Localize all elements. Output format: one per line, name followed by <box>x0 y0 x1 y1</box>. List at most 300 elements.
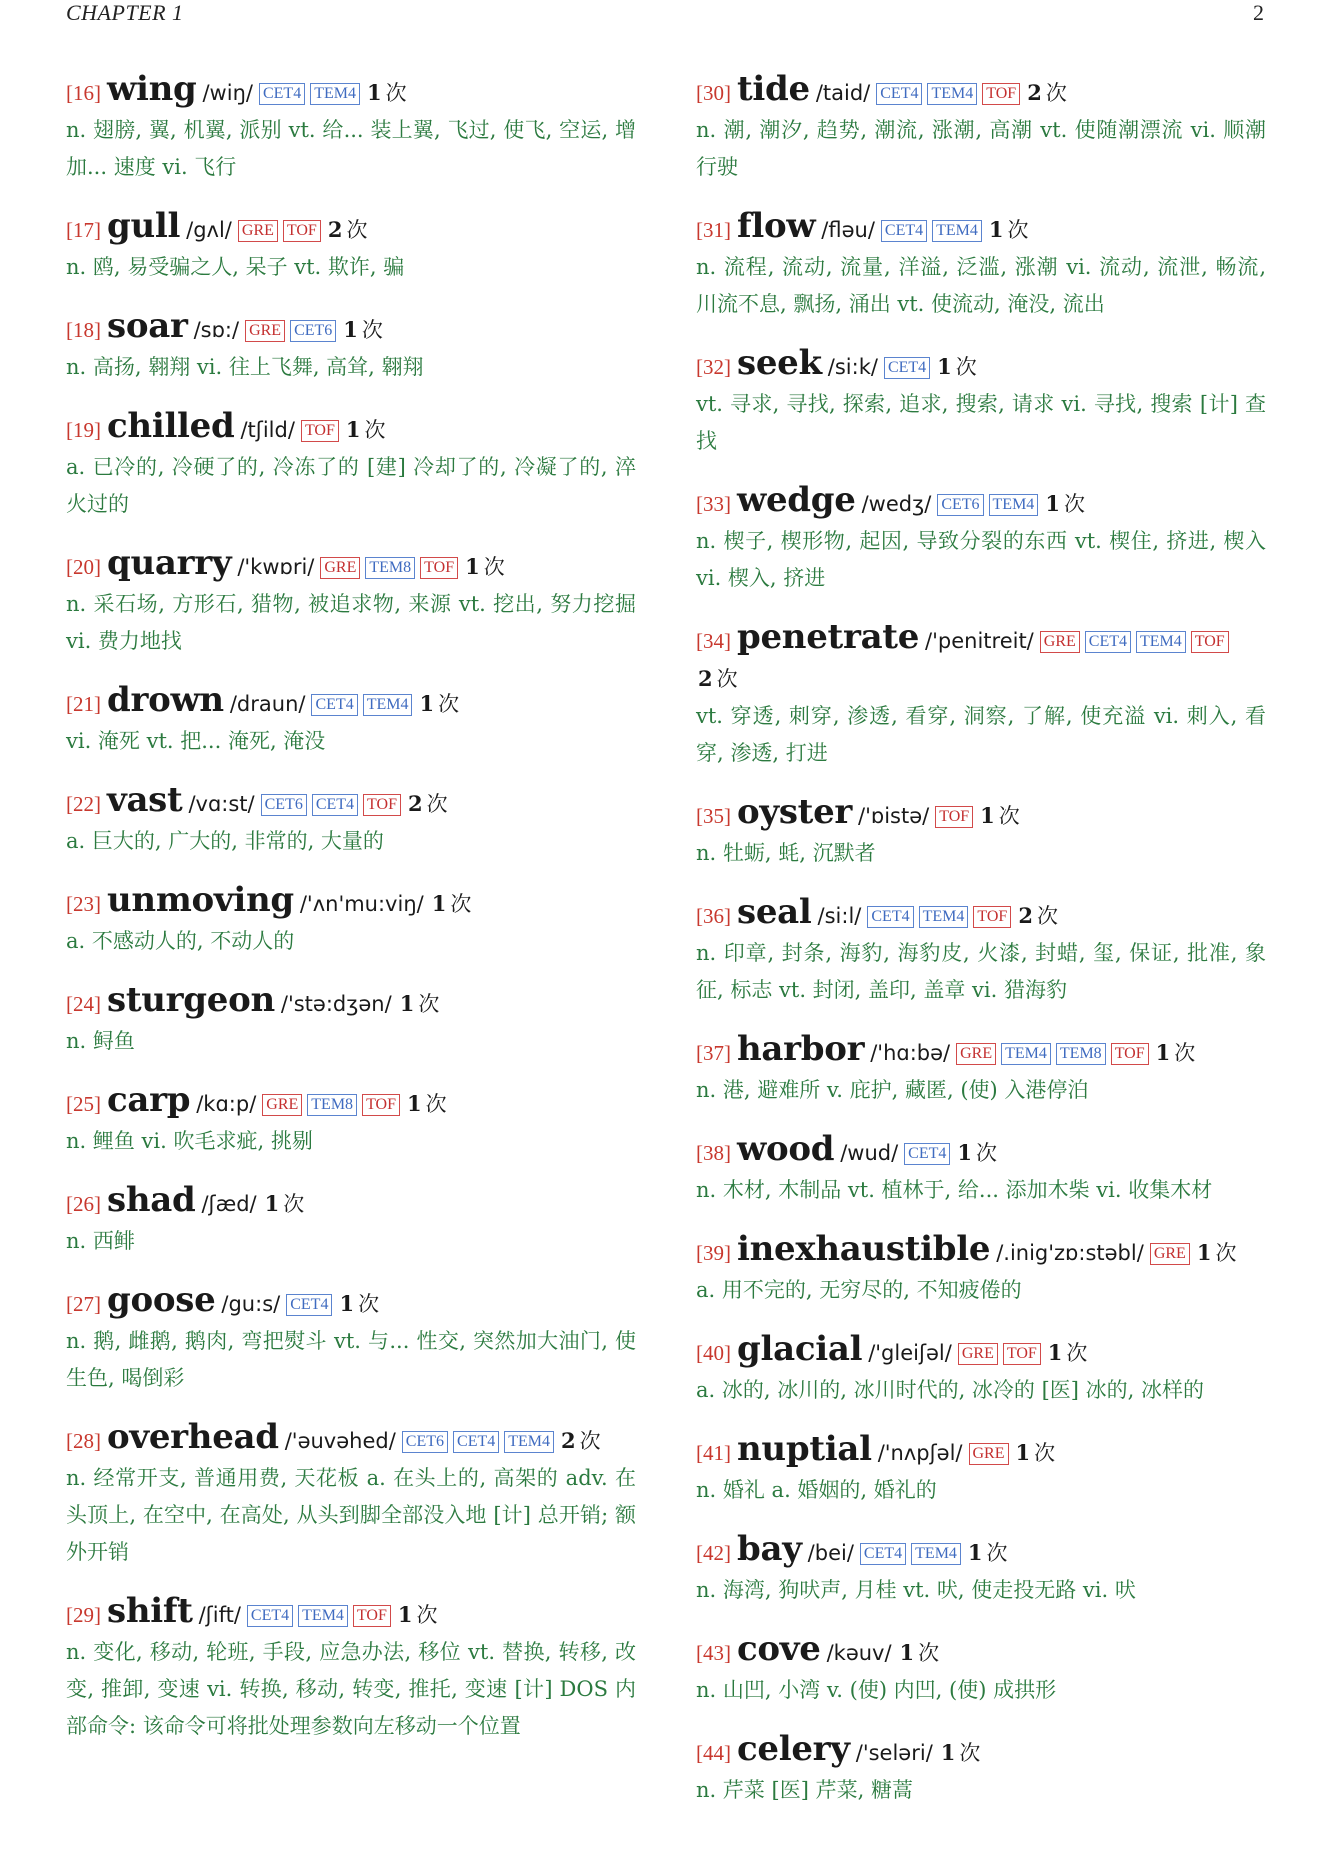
exam-tag: CET4 <box>311 694 357 716</box>
headword: vast <box>107 780 183 820</box>
exam-tag: TEM8 <box>365 557 415 579</box>
exam-tag: GRE <box>238 220 278 242</box>
entry-headline <box>66 407 636 449</box>
headword: wing <box>107 69 197 109</box>
definition: n. 鲟鱼 <box>66 1029 135 1053</box>
frequency-unit: 次 <box>1036 904 1058 928</box>
entry-headline <box>66 1418 636 1460</box>
vocab-entry <box>696 344 1266 460</box>
frequency-count: 1 <box>345 417 361 442</box>
exam-tag: TEM4 <box>989 494 1039 516</box>
entry-number: [31] <box>696 218 731 242</box>
headword: wedge <box>737 480 856 520</box>
frequency <box>698 660 738 698</box>
exam-tag: GRE <box>262 1094 302 1116</box>
frequency <box>989 211 1029 249</box>
exam-tag: CET6 <box>402 1431 448 1453</box>
frequency-unit: 次 <box>1066 1341 1088 1365</box>
frequency-count: 1 <box>399 991 415 1016</box>
entry-number: [24] <box>66 992 101 1016</box>
entry-number: [38] <box>696 1141 731 1165</box>
vocab-entry <box>696 1730 1266 1809</box>
definition: a. 不感动人的, 不动人的 <box>66 929 295 953</box>
definition: a. 已冷的, 冷硬了的, 冷冻了的 [建] 冷却了的, 冷凝了的, 淬火过的 <box>66 455 636 516</box>
exam-tag: TEM8 <box>1056 1043 1106 1065</box>
definition: n. 流程, 流动, 流量, 洋溢, 泛滥, 涨潮 vi. 流动, 流泄, 畅流, 川流不息, 飘扬, 涌出 vt. 使流动, 淹没, 流出 <box>696 255 1266 316</box>
headword: seal <box>737 892 812 932</box>
definition: vt. 穿透, 刺穿, 渗透, 看穿, 洞察, 了解, 使充溢 vi. 刺入, 看穿, 渗透, 打进 <box>696 704 1266 765</box>
entry-number: [33] <box>696 492 731 516</box>
exam-tag: TOF <box>283 220 321 242</box>
entry-number: [25] <box>66 1092 101 1116</box>
frequency-unit: 次 <box>976 1141 998 1165</box>
frequency-count: 1 <box>940 1740 956 1765</box>
frequency-unit: 次 <box>438 692 460 716</box>
frequency-unit: 次 <box>483 555 505 579</box>
frequency-unit: 次 <box>418 992 440 1016</box>
headword: gull <box>107 206 181 246</box>
entry-headline <box>696 618 1266 698</box>
vocab-entry <box>66 207 636 286</box>
entry-number: [41] <box>696 1441 731 1465</box>
frequency <box>900 1634 940 1672</box>
entry-number: [32] <box>696 355 731 379</box>
phonetic: /ʃift/ <box>198 1603 241 1627</box>
exam-tag: TOF <box>973 906 1011 928</box>
frequency-count: 1 <box>899 1640 915 1665</box>
headword: shad <box>107 1180 196 1220</box>
exam-tag: TOF <box>1191 631 1229 653</box>
phonetic: /draun/ <box>229 692 306 716</box>
frequency-unit: 次 <box>1174 1041 1196 1065</box>
entry-headline <box>696 1030 1266 1072</box>
exam-tag: GRE <box>320 557 360 579</box>
exam-tag: TEM4 <box>919 906 969 928</box>
vocab-entry <box>696 893 1266 1009</box>
frequency <box>328 211 368 249</box>
exam-tag: GRE <box>956 1043 996 1065</box>
headword: soar <box>107 306 188 346</box>
entry-number: [35] <box>696 804 731 828</box>
frequency <box>408 785 448 823</box>
entry-headline <box>696 1130 1266 1172</box>
frequency <box>1018 897 1058 935</box>
phonetic: /si:k/ <box>827 355 878 379</box>
entry-headline <box>66 544 636 586</box>
frequency-count: 1 <box>343 317 358 342</box>
vocabulary-columns <box>66 70 1266 1830</box>
entry-number: [19] <box>66 418 101 442</box>
entry-headline <box>66 70 636 112</box>
exam-tag: CET4 <box>876 83 922 105</box>
headword: wood <box>737 1129 835 1169</box>
entry-headline <box>696 1730 1266 1772</box>
exam-tag: TOF <box>420 557 458 579</box>
exam-tag: GRE <box>969 1443 1009 1465</box>
definition: n. 楔子, 楔形物, 起因, 导致分裂的东西 vt. 楔住, 挤进, 楔入 vi. 楔入, 挤进 <box>696 529 1266 590</box>
entry-headline <box>66 1081 636 1123</box>
frequency-count: 1 <box>967 1540 983 1565</box>
headword: oyster <box>737 792 853 832</box>
exam-tag: CET4 <box>860 1543 906 1565</box>
definition: n. 高扬, 翱翔 vi. 往上飞舞, 高耸, 翱翔 <box>66 355 424 379</box>
vocab-entry <box>696 1130 1266 1209</box>
entry-number: [17] <box>66 218 101 242</box>
phonetic: /taid/ <box>815 81 871 105</box>
frequency-count: 2 <box>1027 80 1042 105</box>
entry-number: [42] <box>696 1541 731 1565</box>
exam-tag: CET6 <box>937 494 983 516</box>
vocab-entry <box>66 681 636 760</box>
entry-number: [39] <box>696 1241 731 1265</box>
vocab-entry <box>66 70 636 186</box>
entry-headline <box>66 781 636 823</box>
frequency-count: 1 <box>419 691 435 716</box>
exam-tag: TEM4 <box>927 83 977 105</box>
entry-number: [22] <box>66 792 101 816</box>
frequency-unit: 次 <box>1215 1241 1237 1265</box>
vocab-entry <box>66 407 636 523</box>
entry-headline <box>696 793 1266 835</box>
entry-headline <box>66 207 636 249</box>
entry-number: [21] <box>66 692 101 716</box>
exam-tag: CET4 <box>867 906 913 928</box>
definition: n. 西鲱 <box>66 1229 135 1253</box>
definition: n. 采石场, 方形石, 猎物, 被追求物, 来源 vt. 挖出, 努力挖掘 vi. 费力地找 <box>66 592 636 653</box>
exam-tag: CET4 <box>1085 631 1131 653</box>
frequency-unit: 次 <box>998 804 1020 828</box>
entry-headline <box>66 307 636 349</box>
headword: goose <box>107 1280 216 1320</box>
headword: celery <box>737 1729 850 1769</box>
entry-number: [30] <box>696 81 731 105</box>
phonetic: /gu:s/ <box>221 1292 281 1316</box>
frequency <box>265 1185 305 1223</box>
exam-tag: TEM4 <box>504 1431 554 1453</box>
exam-tag: TOF <box>1111 1043 1149 1065</box>
vocab-entry <box>66 1081 636 1160</box>
frequency-unit: 次 <box>1007 218 1029 242</box>
frequency-unit: 次 <box>918 1641 940 1665</box>
entry-number: [18] <box>66 318 101 342</box>
frequency <box>1045 485 1085 523</box>
frequency-count: 2 <box>1018 903 1033 928</box>
vocab-entry <box>696 1030 1266 1109</box>
frequency-unit: 次 <box>364 418 386 442</box>
phonetic: /'ɒistə/ <box>858 804 930 828</box>
headword: inexhaustible <box>737 1229 991 1269</box>
frequency-unit: 次 <box>361 318 383 342</box>
frequency-count: 1 <box>431 891 447 916</box>
frequency-unit: 次 <box>426 792 448 816</box>
phonetic: /fləu/ <box>821 218 875 242</box>
vocab-entry <box>696 1530 1266 1609</box>
definition: vi. 淹死 vt. 把... 淹死, 淹没 <box>66 729 326 753</box>
vocab-entry <box>696 1630 1266 1709</box>
frequency-unit: 次 <box>955 355 977 379</box>
frequency <box>1156 1034 1196 1072</box>
entry-headline <box>66 881 636 923</box>
headword: tide <box>737 69 810 109</box>
frequency-unit: 次 <box>358 1292 380 1316</box>
exam-tag: TOF <box>935 806 973 828</box>
frequency <box>432 885 472 923</box>
frequency-count: 1 <box>339 1291 355 1316</box>
frequency <box>941 1734 981 1772</box>
page-number: 2 <box>1253 0 1264 25</box>
definition: n. 印章, 封条, 海豹, 海豹皮, 火漆, 封蜡, 玺, 保证, 批准, 象征, 标志 vt. 封闭, 盖印, 盖章 vi. 猎海豹 <box>696 941 1266 1002</box>
exam-tag: TEM4 <box>298 1605 348 1627</box>
exam-tag: CET4 <box>312 794 358 816</box>
frequency <box>561 1422 601 1460</box>
phonetic: /vɑ:st/ <box>188 792 255 816</box>
definition: n. 芹菜 [医] 芹菜, 糖蒿 <box>696 1778 913 1802</box>
page-header <box>66 0 1264 30</box>
phonetic: /wiŋ/ <box>202 81 253 105</box>
exam-tag: TEM4 <box>932 220 982 242</box>
frequency-unit: 次 <box>346 218 368 242</box>
entry-number: [28] <box>66 1429 101 1453</box>
vocab-entry <box>66 981 636 1060</box>
exam-tag: TOF <box>1003 1343 1041 1365</box>
entry-number: [29] <box>66 1603 101 1627</box>
headword: flow <box>737 206 816 246</box>
frequency <box>937 348 977 386</box>
vocab-entry <box>696 793 1266 872</box>
frequency <box>968 1534 1008 1572</box>
vocab-entry <box>66 881 636 960</box>
exam-tag: GRE <box>1040 631 1080 653</box>
exam-tag: TEM4 <box>363 694 413 716</box>
entry-headline <box>696 70 1266 112</box>
exam-tag: TEM4 <box>911 1543 961 1565</box>
frequency-unit: 次 <box>959 1741 981 1765</box>
headword: drown <box>107 680 224 720</box>
entry-headline <box>696 1330 1266 1372</box>
frequency <box>367 74 407 112</box>
entry-headline <box>696 207 1266 249</box>
entry-number: [37] <box>696 1041 731 1065</box>
exam-tag: TOF <box>301 420 339 442</box>
vocab-entry <box>66 1281 636 1397</box>
frequency-unit: 次 <box>1045 81 1067 105</box>
entry-headline <box>66 681 636 723</box>
definition: n. 婚礼 a. 婚姻的, 婚礼的 <box>696 1478 937 1502</box>
entry-number: [34] <box>696 629 731 653</box>
headword: penetrate <box>737 617 920 657</box>
entry-number: [43] <box>696 1641 731 1665</box>
exam-tag: CET4 <box>881 220 927 242</box>
frequency <box>346 411 386 449</box>
entry-headline <box>66 1281 636 1323</box>
exam-tag: CET4 <box>286 1294 332 1316</box>
exam-tag: GRE <box>245 320 285 342</box>
vocab-entry <box>696 481 1266 597</box>
definition: n. 潮, 潮汐, 趋势, 潮流, 涨潮, 高潮 vt. 使随潮漂流 vi. 顺潮行驶 <box>696 118 1266 179</box>
vocab-entry <box>696 207 1266 323</box>
definition: n. 鹅, 雌鹅, 鹅肉, 弯把熨斗 vt. 与... 性交, 突然加大油门, 使生色, 喝倒彩 <box>66 1329 636 1390</box>
frequency-count: 1 <box>937 354 952 379</box>
phonetic: /kɑ:p/ <box>196 1092 257 1116</box>
entry-headline <box>66 981 636 1023</box>
frequency <box>957 1134 997 1172</box>
phonetic: /gʌl/ <box>186 218 232 242</box>
frequency <box>1027 74 1067 112</box>
frequency-count: 1 <box>397 1602 413 1627</box>
entry-headline <box>696 1430 1266 1472</box>
phonetic: /ʃæd/ <box>201 1192 257 1216</box>
frequency-count: 1 <box>366 80 382 105</box>
definition: n. 变化, 移动, 轮班, 手段, 应急办法, 移位 vt. 替换, 转移, 改变, 推卸, 变速 vi. 转换, 移动, 转变, 推托, 变速 [计] DOS 内部命令: 该命令可将批处理参数向左移动一个位置 <box>66 1640 636 1738</box>
headword: cove <box>737 1629 821 1669</box>
exam-tag: CET4 <box>247 1605 293 1627</box>
definition: vt. 寻求, 寻找, 探索, 追求, 搜索, 请求 vi. 寻找, 搜索 [计] 查找 <box>696 392 1266 453</box>
entry-headline <box>696 1530 1266 1572</box>
exam-tag: GRE <box>958 1343 998 1365</box>
vocab-entry <box>66 1181 636 1260</box>
frequency-count: 1 <box>407 1091 422 1116</box>
phonetic: /'nʌpʃəl/ <box>877 1441 963 1465</box>
frequency-count: 1 <box>1045 491 1060 516</box>
definition: n. 鸥, 易受骗之人, 呆子 vt. 欺诈, 骗 <box>66 255 405 279</box>
frequency-count: 2 <box>561 1428 576 1453</box>
phonetic: /.inig'zɒ:stəbl/ <box>996 1241 1144 1265</box>
headword: bay <box>737 1529 802 1569</box>
frequency-count: 2 <box>698 666 713 691</box>
headword: sturgeon <box>107 980 275 1020</box>
phonetic: /tʃild/ <box>240 418 295 442</box>
definition: n. 经常开支, 普通用费, 天花板 a. 在头上的, 高架的 adv. 在头顶上, 在空中, 在高处, 从头到脚全部没入地 [计] 总开销; 额外开销 <box>66 1466 636 1564</box>
frequency-count: 1 <box>1155 1040 1171 1065</box>
frequency-count: 1 <box>980 803 995 828</box>
frequency <box>980 797 1020 835</box>
frequency-unit: 次 <box>579 1429 601 1453</box>
phonetic: /'penitreit/ <box>925 629 1034 653</box>
frequency-count: 1 <box>988 217 1004 242</box>
headword: harbor <box>737 1029 865 1069</box>
frequency-count: 1 <box>1015 1440 1031 1465</box>
phonetic: /'hɑ:bə/ <box>870 1041 951 1065</box>
exam-tag: CET4 <box>453 1431 499 1453</box>
entry-number: [36] <box>696 904 731 928</box>
entry-number: [40] <box>696 1341 731 1365</box>
frequency-unit: 次 <box>425 1092 447 1116</box>
phonetic: /'stə:dʒən/ <box>280 992 392 1016</box>
frequency <box>400 985 440 1023</box>
headword: shift <box>107 1591 193 1631</box>
phonetic: /'kwɒri/ <box>237 555 315 579</box>
headword: overhead <box>107 1417 279 1457</box>
phonetic: /kəuv/ <box>826 1641 892 1665</box>
headword: glacial <box>737 1329 863 1369</box>
frequency-unit: 次 <box>986 1541 1008 1565</box>
frequency-unit: 次 <box>416 1603 438 1627</box>
phonetic: /'ʌn'mu:viŋ/ <box>299 892 424 916</box>
vocab-entry <box>66 1418 636 1571</box>
vocab-entry <box>696 1430 1266 1509</box>
frequency <box>1197 1234 1237 1272</box>
headword: nuptial <box>737 1429 872 1469</box>
entry-number: [44] <box>696 1741 731 1765</box>
definition: n. 鲤鱼 vi. 吹毛求疵, 挑剔 <box>66 1129 313 1153</box>
vocab-entry <box>66 307 636 386</box>
frequency <box>419 685 459 723</box>
entry-headline <box>696 1230 1266 1272</box>
exam-tag: TEM8 <box>307 1094 357 1116</box>
left-column <box>66 70 636 1830</box>
frequency <box>407 1085 447 1123</box>
frequency <box>1048 1334 1088 1372</box>
exam-tag: CET4 <box>259 83 305 105</box>
vocab-entry <box>696 1230 1266 1309</box>
frequency <box>1016 1434 1056 1472</box>
definition: n. 翅膀, 翼, 机翼, 派别 vt. 给... 装上翼, 飞过, 使飞, 空运, 增加... 速度 vi. 飞行 <box>66 118 636 179</box>
frequency-unit: 次 <box>716 667 738 691</box>
definition: n. 牡蛎, 蚝, 沉默者 <box>696 841 876 865</box>
exam-tag: CET4 <box>884 357 930 379</box>
phonetic: /bei/ <box>807 1541 854 1565</box>
frequency-unit: 次 <box>450 892 472 916</box>
exam-tag: TOF <box>982 83 1020 105</box>
vocab-entry <box>696 618 1266 772</box>
entry-number: [16] <box>66 81 101 105</box>
entry-headline <box>696 1630 1266 1672</box>
frequency-count: 1 <box>1047 1340 1063 1365</box>
definition: a. 用不完的, 无穷尽的, 不知疲倦的 <box>696 1278 1022 1302</box>
right-column <box>696 70 1266 1830</box>
entry-number: [27] <box>66 1292 101 1316</box>
frequency <box>339 1285 379 1323</box>
exam-tag: CET4 <box>904 1143 950 1165</box>
frequency <box>398 1596 438 1634</box>
frequency-count: 1 <box>465 554 480 579</box>
phonetic: /sɒ:/ <box>193 318 240 342</box>
exam-tag: TOF <box>362 1094 400 1116</box>
phonetic: /'gleiʃəl/ <box>868 1341 952 1365</box>
frequency-count: 1 <box>264 1191 280 1216</box>
vocab-entry <box>66 781 636 860</box>
phonetic: /'əuvəhed/ <box>284 1429 396 1453</box>
frequency-unit: 次 <box>1063 492 1085 516</box>
exam-tag: CET6 <box>261 794 307 816</box>
definition: a. 冰的, 冰川的, 冰川时代的, 冰冷的 [医] 冰的, 冰样的 <box>696 1378 1205 1402</box>
frequency-count: 2 <box>327 217 343 242</box>
frequency <box>465 548 505 586</box>
phonetic: /wedʒ/ <box>861 492 932 516</box>
vocab-entry <box>66 1592 636 1745</box>
phonetic: /si:l/ <box>817 904 862 928</box>
entry-headline <box>696 481 1266 523</box>
exam-tag: TEM4 <box>310 83 360 105</box>
phonetic: /'seləri/ <box>855 1741 933 1765</box>
definition: n. 港, 避难所 v. 庇护, 藏匿, (使) 入港停泊 <box>696 1078 1089 1102</box>
definition: n. 海湾, 狗吠声, 月桂 vt. 吠, 使走投无路 vi. 吠 <box>696 1578 1136 1602</box>
entry-headline <box>66 1592 636 1634</box>
frequency-count: 1 <box>957 1140 973 1165</box>
chapter-title: CHAPTER 1 <box>66 0 184 25</box>
exam-tag: TEM4 <box>1001 1043 1051 1065</box>
entry-number: [20] <box>66 555 101 579</box>
definition: n. 木材, 木制品 vt. 植林于, 给... 添加木柴 vi. 收集木材 <box>696 1178 1213 1202</box>
entry-headline <box>66 1181 636 1223</box>
frequency-unit: 次 <box>1034 1441 1056 1465</box>
frequency-unit: 次 <box>283 1192 305 1216</box>
entry-number: [23] <box>66 892 101 916</box>
vocab-entry <box>696 70 1266 186</box>
vocab-entry <box>66 544 636 660</box>
headword: chilled <box>107 406 235 446</box>
frequency <box>343 311 383 349</box>
